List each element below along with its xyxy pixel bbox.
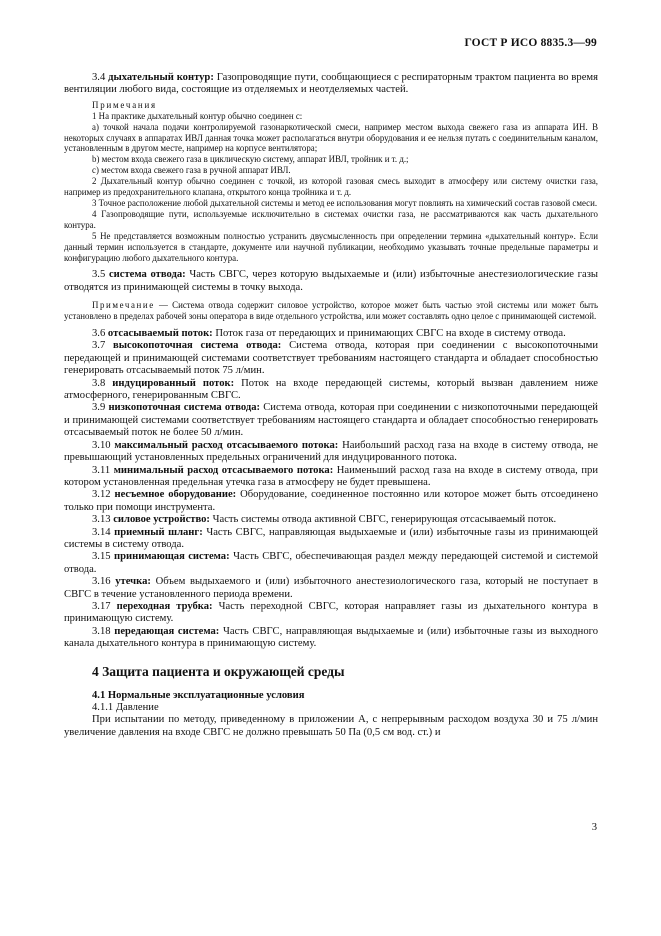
term-3-7: 3.7 высокопоточная система отвода: Система отвода, которая при соединении с высокопоточными передающей и принимающей системами соответствует требованиям настоящего стандарта и обладает способностью генерировать отсасываемый поток 75 л/мин.: [64, 340, 599, 377]
standard-header: ГОСТ Р ИСО 8835.3—99: [464, 37, 597, 49]
term-3-15: 3.15 принимающая система: Часть СВГС, обеспечивающая раздел между передающей системой и системой отвода.: [64, 551, 598, 575]
note-1b: b) местом входа свежего газа в циклическую систему, аппарат ИВЛ, тройник и т. д.;: [92, 154, 409, 165]
term-3-10: 3.10 максимальный расход отсасываемого потока: Наибольший расход газа на входе в систему отвода, не превышающий установленных предельных ограничений для индуцированного потока.: [64, 439, 598, 464]
term-3-11: 3.11 минимальный расход отсасываемого потока: Наименьший расход газа на входе в систему отвода, при котором установленная предельная утечка газа в атмосферу не будет превышена.: [64, 464, 598, 488]
section-4-heading: 4 Защита пациента и окружающей среды: [92, 663, 345, 679]
note-3-5: Примечание — Система отвода содержит силовое устройство, которое может быть частью этой системы или может быть установлено в пределах рабочей зоны оператора в виде отдельного устройства, или может составлять одно целое с принимающей системой.: [64, 300, 598, 322]
note-1a: a) точкой начала подачи контролируемой газонаркотической смеси, например местом выхода свежего газа из аппарата ИН. В некоторых случаях в аппаратах ИВЛ данная точка может располагаться внутри оборудования и ее нельзя путать с соединительным каналом, установленным в другом месте, например на корпусе вентилятора;: [64, 121, 598, 154]
term-3-13: 3.13 силовое устройство: Часть системы отвода активной СВГС, генерирующая отсасываемый поток.: [92, 514, 557, 526]
paragraph-pressure: При испытании по методу, приведенному в приложении А, с непрерывным расходом воздуха 30 и 75 л/мин увеличение давления на входе СВГС не должно превышать 50 Па (0,5 см вод. ст.) и: [64, 714, 598, 738]
term-3-9: 3.9 низкопоточная система отвода: Система отвода, которая при соединении с низкопоточными передающей и принимающей системами соответствует требованиям настоящего стандарта и обладает способностью генерировать отсасываемый поток не более 50 л/мин.: [64, 402, 598, 439]
subsection-4-1-1-heading: 4.1.1 Давление: [92, 702, 159, 713]
page-number: 3: [591, 822, 597, 833]
document-body: [64, 72, 598, 739]
note-5: 5 Не представляется возможным полностью устранить двусмысленность при определении термина «дыхательный контур». Если данный термин используется в стандарте, документе или научной публикации, необходимо указывать точные предельные параметры и конфигурацию любого дыхательного контура.: [64, 230, 598, 263]
term-3-8: 3.8 индуцированный поток: Поток на входе передающей системы, который вызван давлением ниже атмосферного, генерированным СВГС.: [64, 377, 598, 402]
subsection-4-1-heading: 4.1 Нормальные эксплуатационные условия: [92, 689, 305, 701]
term-3-14: 3.14 приемный шланг: Часть СВГС, направляющая выдыхаемые и (или) избыточные газы из принимающей системы в систему отвода.: [64, 526, 598, 550]
notes-heading: Примечания: [92, 99, 157, 110]
note-4: 4 Газопроводящие пути, используемые исключительно в системах очистки газа, не рассматриваются как часть дыхательного контура.: [64, 208, 598, 230]
note-1: 1 На практике дыхательный контур обычно соединен с:: [92, 110, 303, 121]
note-3: 3 Точное расположение любой дыхательной системы и метод ее использования могут повлиять на химический состав газовой смеси.: [92, 197, 598, 208]
note-2: 2 Дыхательный контур обычно соединен с точкой, из которой газовая смесь выходит в атмосферу или систему очистки газа, например из предохранительного клапана, открытого конца тройника и т. д.: [64, 176, 598, 198]
term-3-5: 3.5 система отвода: Часть СВГС, через которую выдыхаемые и (или) избыточные анестезиологические газы отводятся из принимающей системы в точку выхода.: [64, 269, 598, 293]
term-3-16: 3.16 утечка: Объем выдыхаемого и (или) избыточного анестезиологического газа, который не поступает в СВГС в течение установленного периода времени.: [64, 576, 598, 600]
note-1c: c) местом входа свежего газа в ручной аппарат ИВЛ.: [92, 165, 291, 176]
term-3-17: 3.17 переходная трубка: Часть переходной СВГС, которая направляет газы из дыхательного контура в принимающую систему.: [64, 600, 598, 625]
term-3-18: 3.18 передающая система: Часть СВГС, направляющая выдыхаемые и (или) избыточные газы из выходного канала дыхательного контура в принимающую систему.: [64, 625, 598, 650]
term-3-6: 3.6 отсасываемый поток: Поток газа от передающих и принимающих СВГС на входе в систему отвода.: [92, 328, 566, 340]
term-3-12: 3.12 несъемное оборудование: Оборудование, соединенное постоянно или которое может быть отсоединено только при помощи инструмента.: [64, 489, 599, 513]
term-3-4: 3.4 дыхательный контур: Газопроводящие пути, сообщающиеся с респираторным трактом пациента во время вентиляции любого вида, состоящие из отделяемых и неотделяемых частей.: [64, 72, 598, 96]
